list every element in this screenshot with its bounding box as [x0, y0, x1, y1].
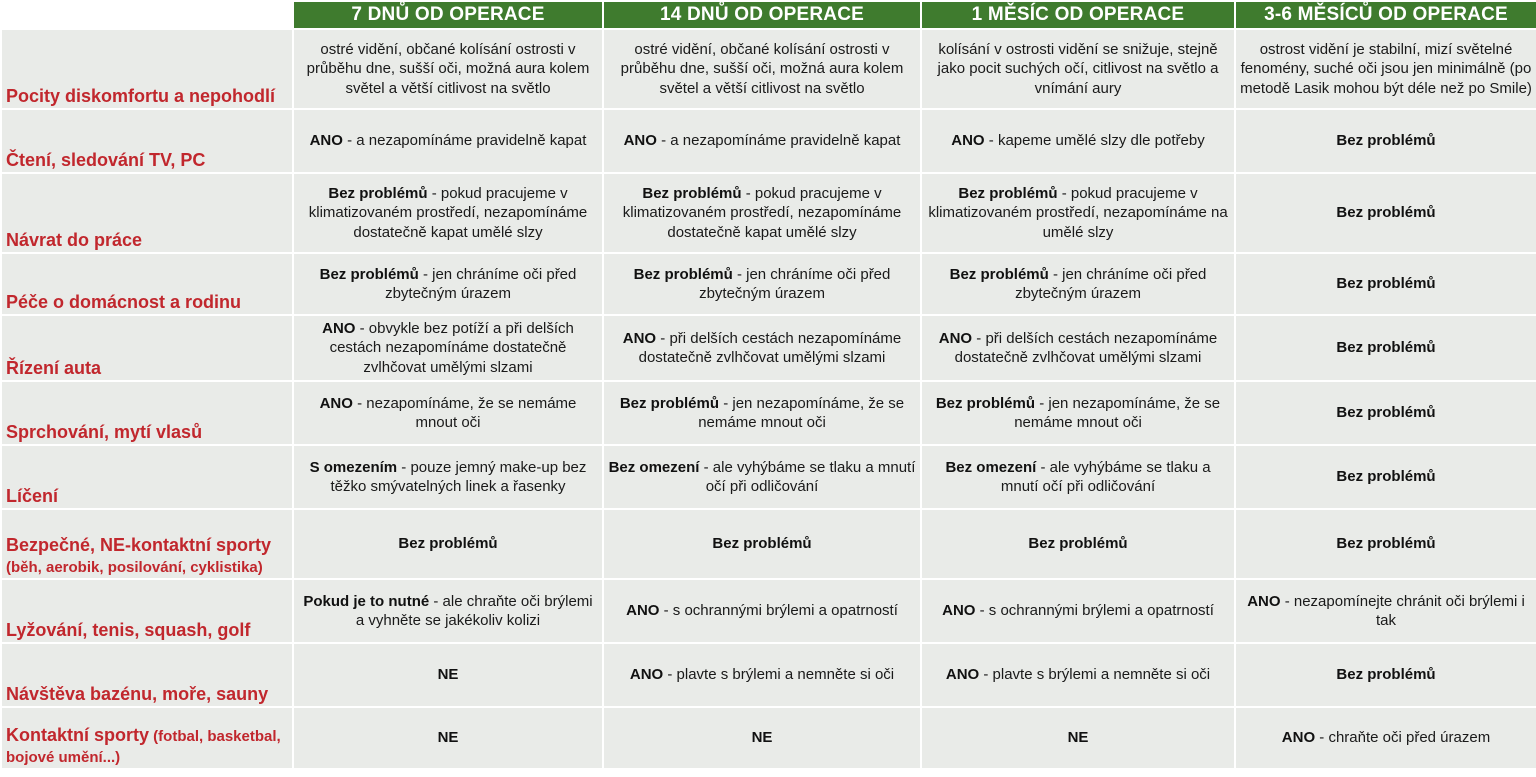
cell-verdict: Pokud je to nutné	[303, 592, 430, 610]
row-label	[1, 509, 293, 579]
cell-verdict: Bez problémů	[1336, 132, 1436, 150]
row-label	[1, 315, 293, 381]
table-cell	[1235, 29, 1536, 109]
row-label-note: (fotbal, basketbal, bojové umění...)	[6, 727, 281, 767]
cell-verdict: ANO	[626, 602, 660, 620]
row-label	[1, 445, 293, 509]
table-cell	[921, 381, 1235, 445]
cell-verdict: Bez problémů	[949, 265, 1049, 283]
table-cell	[1235, 315, 1536, 381]
cell-verdict: ANO	[945, 666, 980, 684]
table-cell	[1235, 643, 1536, 707]
cell-verdict: Bez problémů	[1336, 535, 1436, 553]
table-cell	[603, 509, 921, 579]
cell-verdict: Bez problémů	[1336, 404, 1436, 422]
cell-verdict: Bez problémů	[319, 265, 419, 283]
table-cell	[921, 579, 1235, 643]
row-label-text: Kontaktní sporty	[6, 724, 150, 745]
table-cell	[293, 109, 603, 173]
row-label	[1, 643, 293, 707]
cell-text: - pokud pracujeme v klimatizovaném prostředí, nezapomínáme dostatečně kapat umělé slzy	[308, 184, 588, 241]
table-row-safe-sports	[1, 509, 1536, 579]
table-cell	[603, 579, 921, 643]
table-row-discomfort	[1, 29, 1536, 109]
table-cell	[1235, 109, 1536, 173]
header-1-month: 1 MĚSÍC OD OPERACE	[921, 1, 1235, 29]
cell-text: - obvykle bez potíží a při delších cestách nezapomínáme dostatečně zvlhčovat umělými slzami	[329, 319, 574, 376]
table-cell	[293, 173, 603, 253]
cell-verdict: ANO	[322, 319, 356, 337]
row-label-text: Bezpečné, NE-kontaktní sporty	[6, 534, 272, 555]
row-label	[1, 381, 293, 445]
table-cell	[921, 253, 1235, 315]
cell-verdict: Bez problémů	[398, 535, 498, 553]
cell-text: - jen chráníme oči před zbytečným úrazem	[1015, 265, 1207, 302]
table-cell	[1235, 509, 1536, 579]
cell-verdict: Bez problémů	[1336, 204, 1436, 222]
cell-verdict: Bez omezení	[608, 458, 700, 476]
cell-text: - s ochrannými brýlemi a opatrností	[975, 602, 1214, 620]
cell-verdict: NE	[1067, 729, 1089, 747]
cell-text: - pouze jemný make-up bez těžko smývatelných linek a řasenky	[330, 458, 587, 495]
cell-text: - plavte s brýlemi a nemněte si oči	[663, 666, 895, 684]
header-7-days: 7 DNŮ OD OPERACE	[293, 1, 603, 29]
cell-text: - chraňte oči před úrazem	[1315, 729, 1491, 747]
table-row-pool	[1, 643, 1536, 707]
table-cell	[921, 445, 1235, 509]
cell-text: ostré vidění, občané kolísání ostrosti v průběhu dne, sušší oči, možná aura kolem světel a větší citlivost na světlo	[306, 40, 590, 97]
row-label	[1, 173, 293, 253]
table-cell	[921, 315, 1235, 381]
cell-text: ostré vidění, občané kolísání ostrosti v průběhu dne, sušší oči, možná aura kolem světel a větší citlivost na světlo	[620, 40, 904, 97]
cell-verdict: S omezením	[309, 458, 398, 476]
cell-text: - při delších cestách nezapomínáme dostatečně zvlhčovat umělými slzami	[954, 329, 1218, 366]
table-cell	[293, 707, 603, 769]
cell-verdict: Bez omezení	[945, 458, 1037, 476]
table-cell	[603, 253, 921, 315]
cell-verdict: Bez problémů	[619, 394, 720, 412]
cell-text: - při delších cestách nezapomínáme dostatečně zvlhčovat umělými slzami	[638, 329, 902, 366]
cell-text: - jen nezapomínáme, že se nemáme mnout oči	[1014, 394, 1221, 431]
table-row-skiing	[1, 579, 1536, 643]
cell-verdict: ANO	[309, 132, 343, 150]
cell-text: kolísání v ostrosti vidění se snižuje, stejně jako pocit suchých očí, citlivost na světlo a vnímání aury	[937, 40, 1219, 97]
cell-verdict: ANO	[1247, 592, 1281, 610]
table-cell	[1235, 173, 1536, 253]
table-row-household	[1, 253, 1536, 315]
row-label-text: Návštěva bazénu, moře, sauny	[6, 684, 269, 705]
cell-text: - nezapomínáme, že se nemáme mnout oči	[352, 394, 577, 431]
table-cell	[1235, 253, 1536, 315]
cell-text: - plavte s brýlemi a nemněte si oči	[979, 666, 1211, 684]
row-label-text: Pocity diskomfortu a nepohodlí	[6, 86, 276, 107]
cell-verdict: ANO	[1281, 729, 1316, 747]
cell-text: - nezapomínejte chránit oči brýlemi i tak	[1280, 592, 1525, 629]
cell-verdict: NE	[751, 729, 773, 747]
table-cell	[921, 29, 1235, 109]
cell-text: - pokud pracujeme v klimatizovaném prostředí, nezapomínáme dostatečně kapat umělé slzy	[622, 184, 902, 241]
cell-verdict: NE	[437, 729, 459, 747]
table-row-driving	[1, 315, 1536, 381]
cell-text: - ale vyhýbáme se tlaku a mnutí očí při odličování	[1000, 458, 1211, 495]
table-cell	[921, 109, 1235, 173]
table-row-shower	[1, 381, 1536, 445]
cell-text: ostrost vidění je stabilní, mizí světelné fenomény, suché oči jsou jen minimálně (po metodě Lasik mohou být déle než po Smile)	[1240, 40, 1532, 97]
cell-verdict: Bez problémů	[935, 394, 1036, 412]
row-label-text: Řízení auta	[6, 358, 102, 379]
cell-verdict: Bez problémů	[1028, 535, 1128, 553]
table-row-reading	[1, 109, 1536, 173]
table-cell	[1235, 381, 1536, 445]
row-label	[1, 253, 293, 315]
cell-verdict: ANO	[623, 132, 657, 150]
row-label-text: Líčení	[6, 486, 59, 507]
cell-text: - ale chraňte oči brýlemi a vyhněte se jakékoliv kolizi	[355, 592, 593, 629]
cell-text: - s ochrannými brýlemi a opatrností	[659, 602, 898, 620]
table-cell	[293, 315, 603, 381]
table-cell	[293, 509, 603, 579]
table-cell	[603, 381, 921, 445]
cell-verdict: ANO	[942, 602, 976, 620]
table-cell	[293, 643, 603, 707]
cell-verdict: ANO	[938, 329, 973, 347]
cell-verdict: Bez problémů	[642, 184, 742, 202]
row-label	[1, 707, 293, 769]
cell-text: - jen chráníme oči před zbytečným úrazem	[385, 265, 577, 302]
table-cell	[921, 643, 1235, 707]
row-label-text: Čtení, sledování TV, PC	[6, 150, 206, 171]
table-cell	[603, 445, 921, 509]
table-cell	[921, 173, 1235, 253]
row-label-text: Péče o domácnost a rodinu	[6, 292, 242, 313]
table-cell	[921, 707, 1235, 769]
table-row-makeup	[1, 445, 1536, 509]
cell-verdict: ANO	[629, 666, 664, 684]
table-row-work	[1, 173, 1536, 253]
table-cell	[603, 707, 921, 769]
cell-verdict: Bez problémů	[1336, 275, 1436, 293]
cell-verdict: ANO	[622, 329, 657, 347]
row-label-text: Lyžování, tenis, squash, golf	[6, 620, 251, 641]
table-cell	[293, 253, 603, 315]
cell-verdict: Bez problémů	[712, 535, 812, 553]
table-cell	[921, 509, 1235, 579]
cell-verdict: ANO	[951, 132, 985, 150]
cell-text: - kapeme umělé slzy dle potřeby	[984, 132, 1205, 150]
cell-text: - a nezapomínáme pravidelně kapat	[656, 132, 901, 150]
row-label-text: Sprchování, mytí vlasů	[6, 422, 203, 443]
cell-verdict: Bez problémů	[1336, 339, 1436, 357]
header-corner	[1, 1, 293, 29]
table-cell	[603, 173, 921, 253]
table-cell	[1235, 445, 1536, 509]
table-cell	[603, 29, 921, 109]
table-cell	[603, 643, 921, 707]
cell-verdict: NE	[437, 666, 459, 684]
cell-verdict: ANO	[319, 394, 353, 412]
table-cell	[293, 579, 603, 643]
table-cell	[603, 315, 921, 381]
cell-verdict: Bez problémů	[328, 184, 428, 202]
cell-text: - a nezapomínáme pravidelně kapat	[342, 132, 587, 150]
table-cell	[293, 445, 603, 509]
row-label-note: (běh, aerobik, posilování, cyklistika)	[6, 559, 263, 577]
header-14-days: 14 DNŮ OD OPERACE	[603, 1, 921, 29]
table-cell	[1235, 579, 1536, 643]
cell-text: - jen chráníme oči před zbytečným úrazem	[699, 265, 891, 302]
table-cell	[293, 29, 603, 109]
header-3-6-months: 3-6 MĚSÍCŮ OD OPERACE	[1235, 1, 1536, 29]
cell-text: - jen nezapomínáme, že se nemáme mnout oči	[698, 394, 905, 431]
cell-text: - ale vyhýbáme se tlaku a mnutí očí při odličování	[699, 458, 916, 495]
row-label-text: Návrat do práce	[6, 230, 143, 251]
cell-text: - pokud pracujeme v klimatizovaném prostředí, nezapomínáme na umělé slzy	[928, 184, 1228, 241]
row-label	[1, 109, 293, 173]
table-cell	[293, 381, 603, 445]
header-row	[1, 1, 1536, 29]
row-label	[1, 29, 293, 109]
table-cell	[1235, 707, 1536, 769]
row-label	[1, 579, 293, 643]
cell-verdict: Bez problémů	[1336, 666, 1436, 684]
cell-verdict: Bez problémů	[1336, 468, 1436, 486]
cell-verdict: Bez problémů	[633, 265, 733, 283]
cell-verdict: Bez problémů	[958, 184, 1058, 202]
table-row-contact-sports	[1, 707, 1536, 769]
table-cell	[603, 109, 921, 173]
